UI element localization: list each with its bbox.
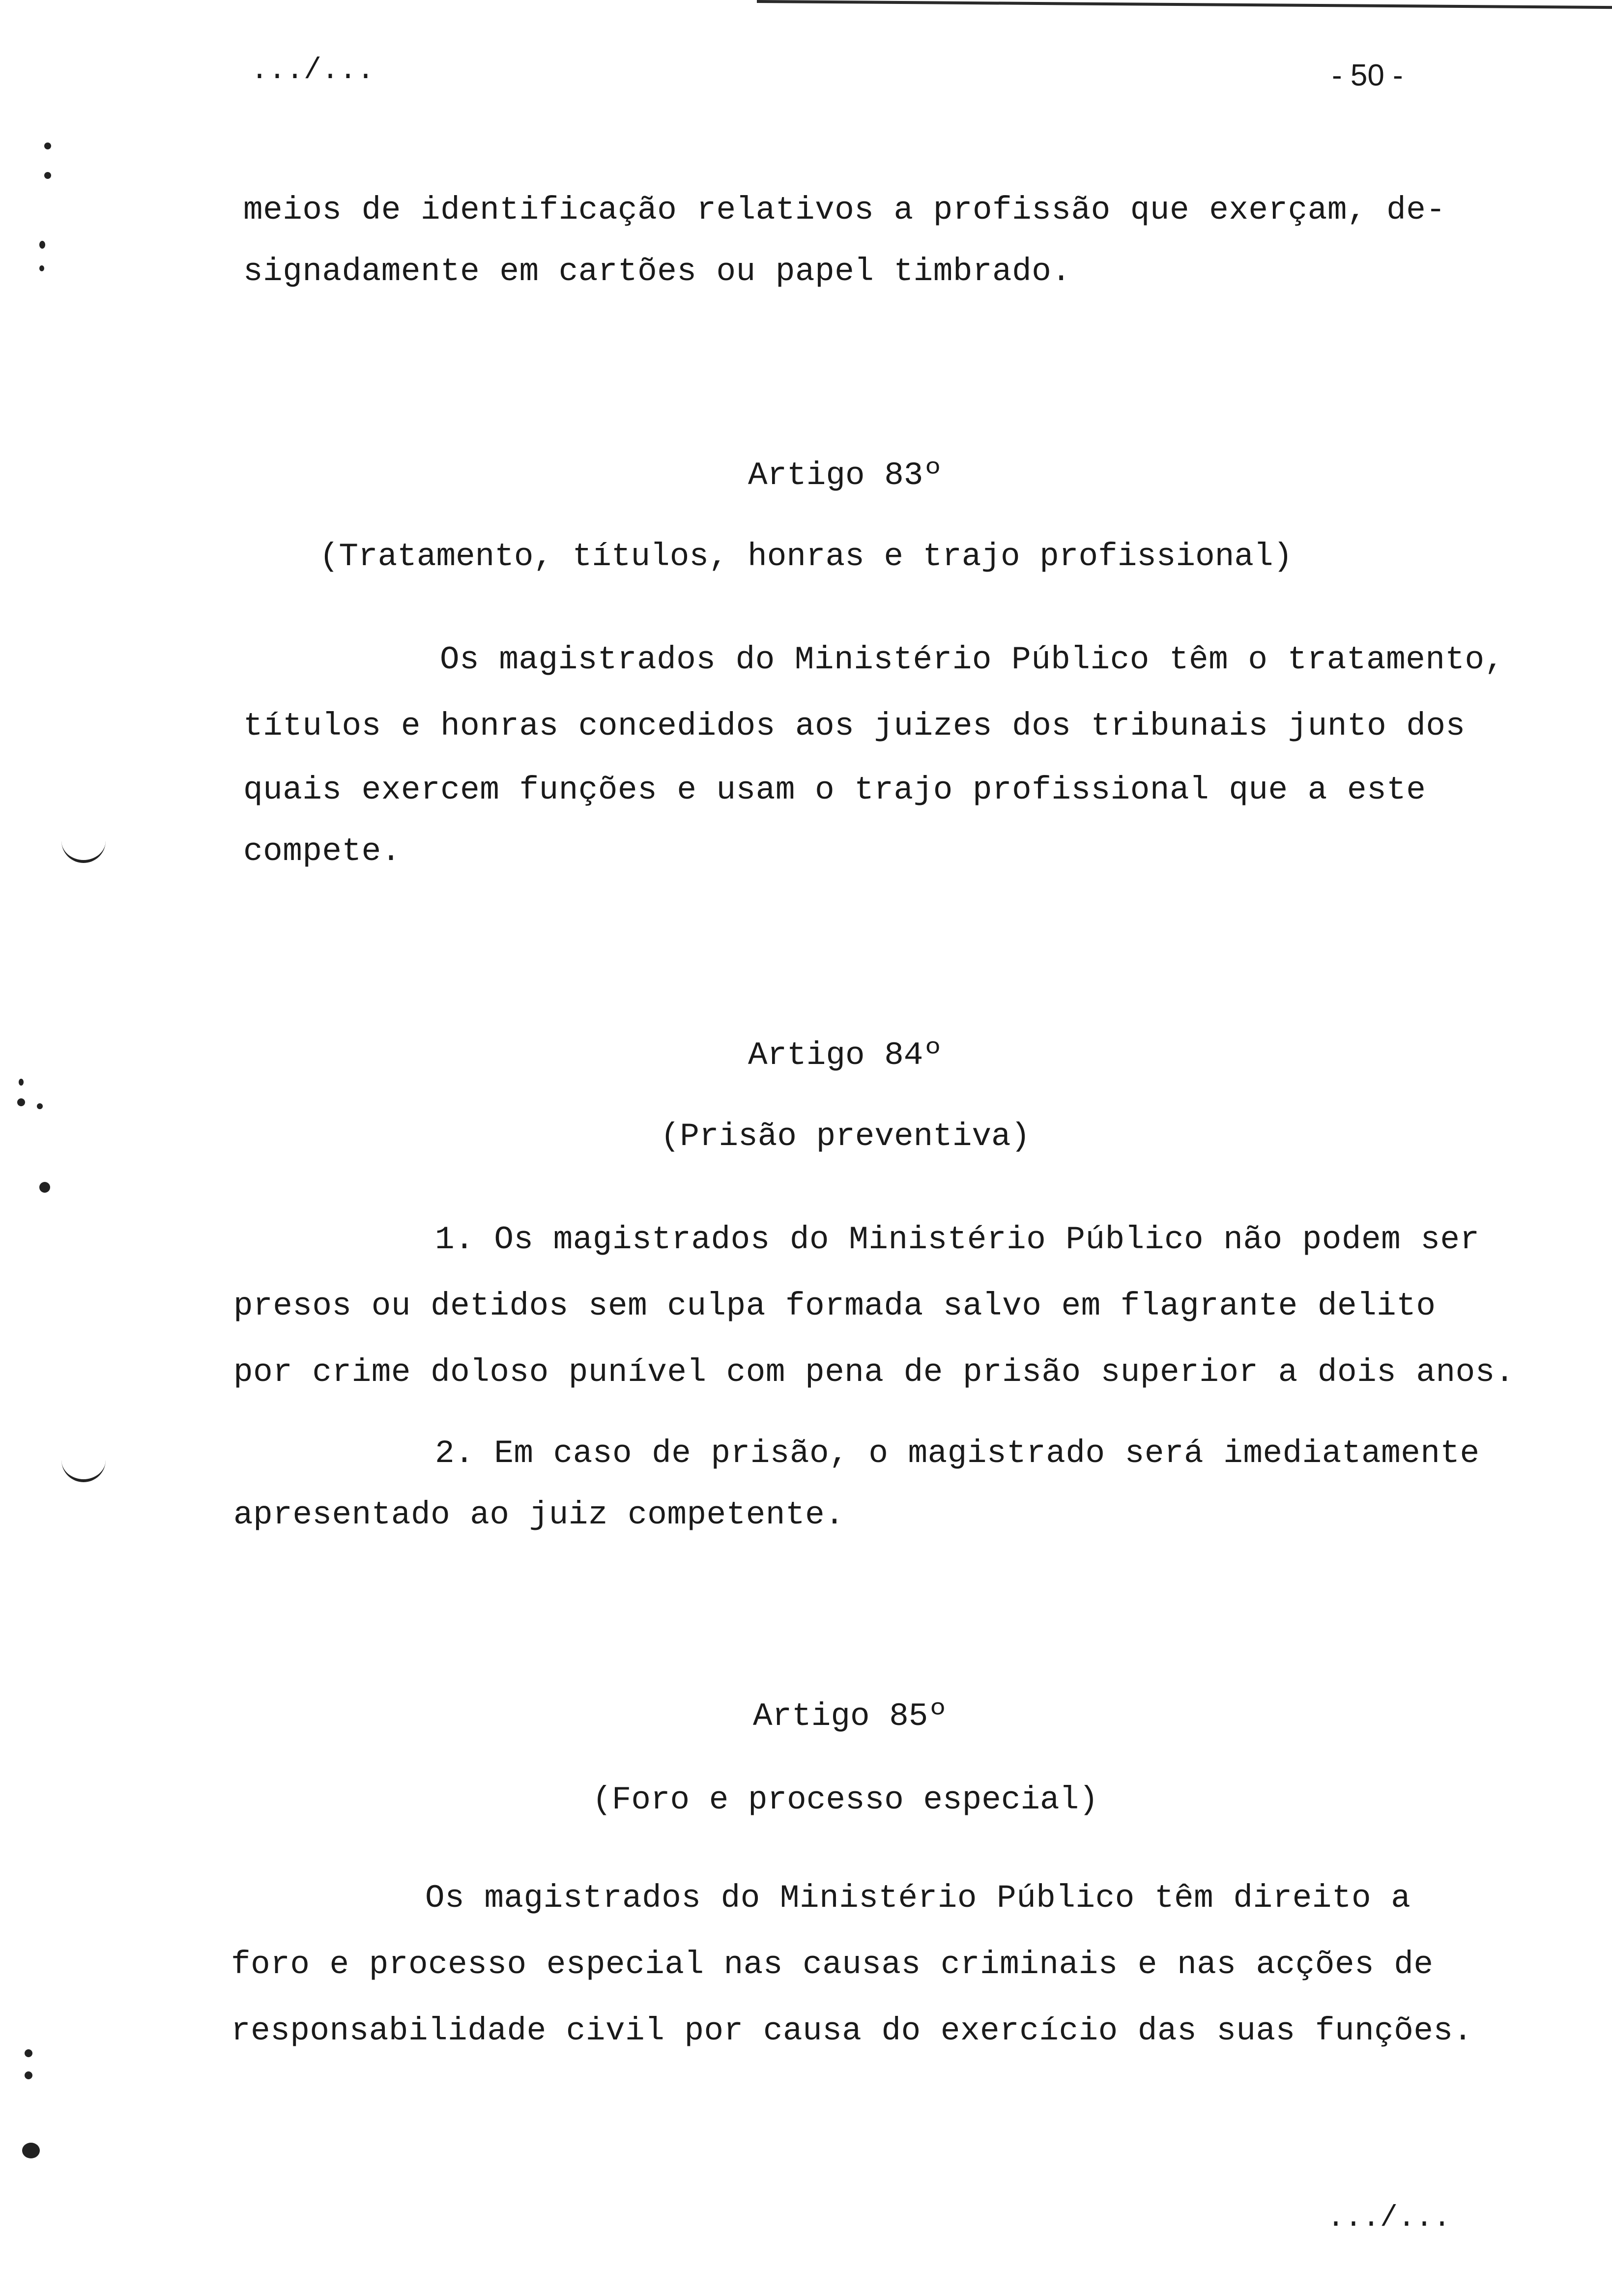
article-83-line-3: quais exercem funções e usam o trajo profissional que a este: [243, 772, 1426, 808]
article-85-title: Artigo 85º: [752, 1698, 948, 1735]
article-85-line-1: Os magistrados do Ministério Público têm direito a: [425, 1880, 1411, 1917]
article-85-heading: (Foro e processo especial): [592, 1781, 1098, 1818]
article-84-line-2: presos ou detidos sem culpa formada salvo em flagrante delito: [233, 1288, 1436, 1324]
scan-arc-mark: [61, 1450, 106, 1482]
scan-speck: [39, 265, 44, 271]
article-84-line-4: 2. Em caso de prisão, o magistrado será imediatamente: [435, 1435, 1480, 1472]
scan-speck: [44, 143, 51, 149]
article-83-line-1: Os magistrados do Ministério Público têm o tratamento,: [440, 641, 1504, 678]
scan-speck: [25, 2071, 32, 2079]
article-84-line-3: por crime doloso punível com pena de prisão superior a dois anos.: [233, 1354, 1515, 1391]
article-83-line-2: títulos e honras concedidos aos juizes dos tribunais junto dos: [243, 708, 1466, 745]
scan-speck: [37, 1103, 43, 1109]
article-84-heading: (Prisão preventiva): [660, 1118, 1031, 1155]
article-84-title: Artigo 84º: [748, 1037, 943, 1074]
scan-speck: [44, 172, 51, 179]
footer-continuation: .../...: [1327, 2202, 1451, 2235]
article-83-line-4: compete.: [243, 833, 401, 870]
scan-arc-mark: [61, 831, 106, 863]
header-continuation: .../...: [251, 54, 375, 87]
intro-line-1: meios de identificação relativos a profissão que exerçam, de-: [243, 192, 1446, 229]
scan-speck: [25, 2049, 32, 2057]
scan-speck: [17, 1098, 25, 1106]
intro-line-2: signadamente em cartões ou papel timbrado.: [243, 253, 1071, 290]
scan-speck: [19, 1079, 24, 1086]
scan-speck: [22, 2143, 40, 2158]
article-84-line-1: 1. Os magistrados do Ministério Público não podem ser: [435, 1221, 1480, 1258]
scan-speck: [39, 241, 45, 249]
article-83-title: Artigo 83º: [748, 457, 943, 494]
page-number: - 50 -: [1332, 58, 1403, 92]
article-83-heading: (Tratamento, títulos, honras e trajo profissional): [319, 538, 1293, 575]
article-84-line-5: apresentado ao juiz competente.: [233, 1496, 845, 1533]
article-85-line-2: foro e processo especial nas causas criminais e nas acções de: [231, 1946, 1434, 1983]
article-85-line-3: responsabilidade civil por causa do exercício das suas funções.: [231, 2012, 1473, 2049]
top-edge-rule: [757, 0, 1612, 9]
scan-speck: [39, 1182, 50, 1193]
